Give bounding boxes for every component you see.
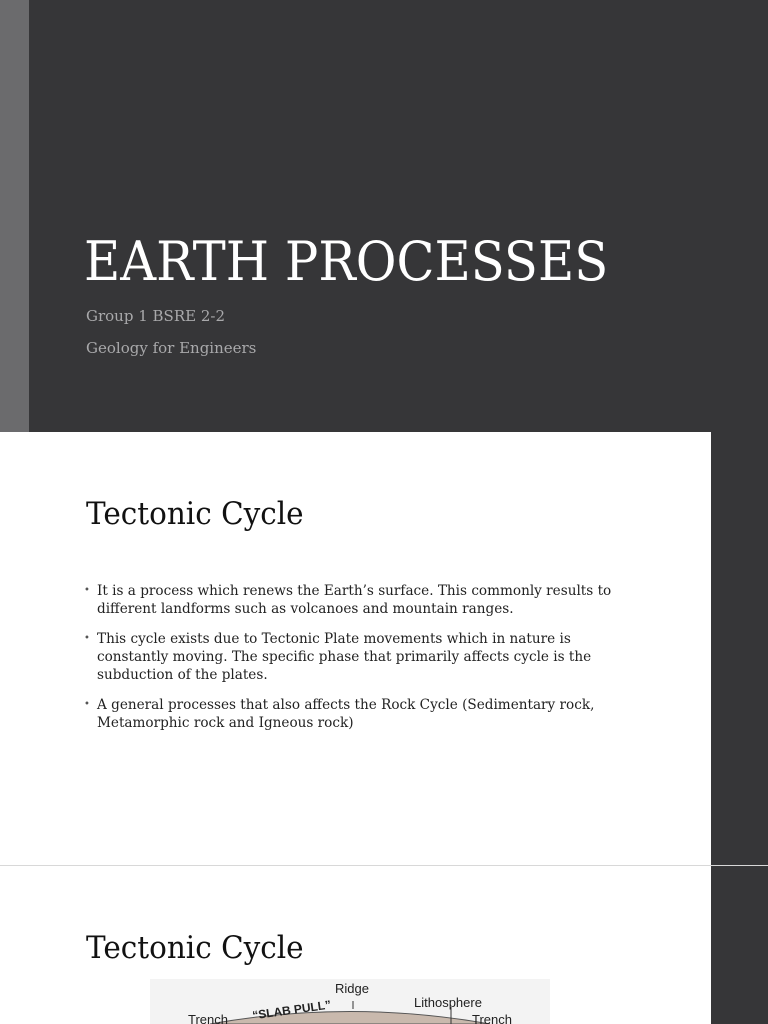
title-slide: [0, 0, 768, 432]
right-accent-band: [711, 432, 768, 865]
label-ridge: Ridge: [335, 981, 369, 996]
slide-heading: Tectonic Cycle: [86, 930, 304, 966]
left-accent-band: [0, 0, 29, 432]
bullet-text: It is a process which renews the Earth’s surface. This commonly results to different landforms such as volcanoes and mountain ranges.: [97, 583, 612, 617]
right-accent-band: [711, 866, 768, 1024]
presentation-subtitle-course: Geology for Engineers: [86, 339, 257, 357]
bullet-item: [84, 630, 624, 684]
label-trench-left: Trench: [188, 1012, 228, 1024]
presentation-title: EARTH PROCESSES: [84, 230, 609, 293]
bullet-item: [84, 582, 624, 618]
plate-tectonics-diagram: [150, 979, 550, 1024]
tectonic-cycle-slide: [0, 432, 768, 865]
slide-heading: Tectonic Cycle: [86, 496, 304, 532]
tectonic-diagram-slide: [0, 866, 768, 1024]
bullet-text: This cycle exists due to Tectonic Plate movements which in nature is constantly moving. The specific phase that primarily affects cycle is the subduction of the plates.: [97, 631, 592, 683]
presentation-subtitle-group: Group 1 BSRE 2-2: [86, 307, 225, 325]
bullet-icon: •: [84, 699, 90, 710]
bullet-list: [84, 582, 624, 744]
label-slab-pull: “SLAB PULL”: [251, 997, 332, 1023]
bullet-text: A general processes that also affects the Rock Cycle (Sedimentary rock, Metamorphic rock and Igneous rock): [97, 697, 595, 731]
bullet-icon: •: [84, 633, 90, 644]
label-trench-right: Trench: [472, 1012, 512, 1024]
bullet-item: [84, 696, 624, 732]
bullet-icon: •: [84, 585, 90, 596]
label-lithosphere: Lithosphere: [414, 995, 482, 1010]
